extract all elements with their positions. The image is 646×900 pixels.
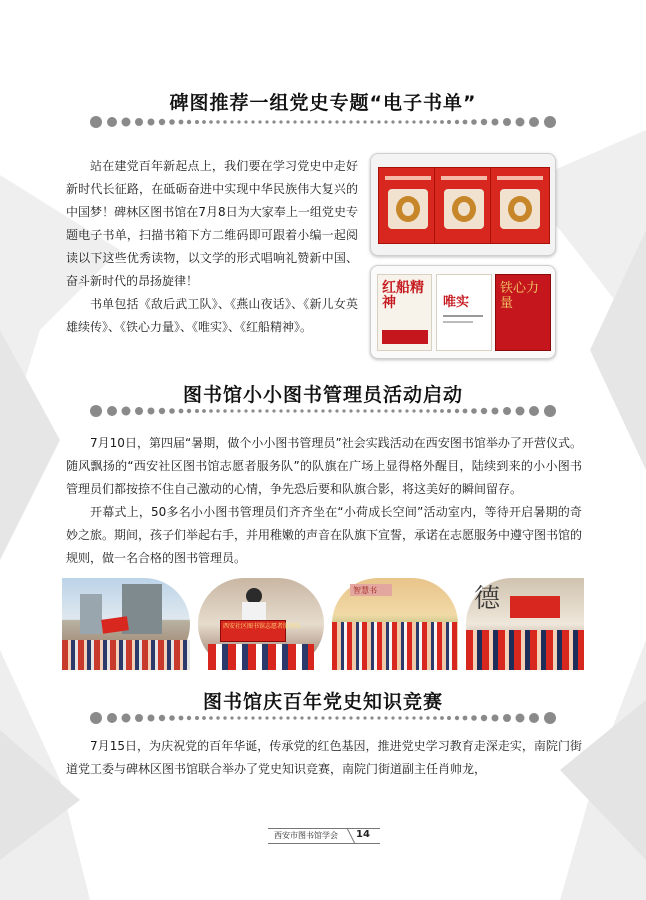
- section-title-party-history-quiz: 图书馆庆百年党史知识竞赛: [202, 691, 443, 713]
- photo-oath-ceremony: [466, 578, 584, 670]
- photo-classroom: [332, 578, 458, 670]
- book-cover: [434, 167, 494, 244]
- book-cover-title: 唯实: [443, 295, 470, 310]
- ebook-covers-image: [370, 153, 556, 256]
- book-cover-title: 铁心力量: [500, 281, 540, 311]
- section-2-text: [66, 432, 582, 570]
- book-covers-image: [370, 265, 556, 359]
- section-title-little-librarians: 图书馆小小图书管理员活动启动: [182, 384, 463, 406]
- paragraph: 书单包括《敌后武工队》、《燕山夜话》、《新儿女英雄续传》、《铁心力量》、《唯实》、《红船精神》。: [66, 297, 358, 334]
- paragraph: 7月15日，为庆祝党的百年华诞，传承党的红色基因，推进党史学习教育走深走实，南院门街道党工委与碑林区图书馆联合举办了党史知识竞赛，南院门街道副主任肖帅龙，: [66, 739, 582, 776]
- dotted-divider: [88, 114, 558, 130]
- paragraph: 7月10日，第四届“暑期，做个小小图书管理员”社会实践活动在西安图书馆举办了开营仪式。随风飘扬的“西安社区图书馆志愿者服务队”的队旗在广场上显得格外醒目，陆续到来的小小图书管理员们都按捺不住自己激动的心情，争先恐后要和队旗合影，将这美好的瞬间留存。: [66, 436, 582, 496]
- dotted-divider: [88, 403, 558, 419]
- activity-photo-strip: [62, 578, 584, 670]
- book-cover-iron-heart: [495, 274, 551, 351]
- book-cover-weishi: [436, 274, 492, 351]
- book-cover-red-boat: [377, 274, 432, 351]
- classroom-sign-text: 智慧书: [353, 586, 377, 595]
- book-cover-title: 红船精神: [382, 280, 424, 311]
- photo-banner-presentation: [198, 578, 324, 670]
- section-3-text: [66, 735, 582, 781]
- paragraph: 开幕式上，50多名小小图书管理员们齐齐坐在“小荷成长空间”活动室内，等待开启暑期的奇妙之旅。期间，孩子们举起右手，并用稚嫩的声音在队旗下宣誓，承诺在志愿服务中遵守图书馆的规则，做一名合格的图书管理员。: [66, 505, 583, 565]
- photo-flag-ceremony: [62, 578, 190, 670]
- section-title-ebook-list: 碑图推荐一组党史专题“电子书单”: [169, 92, 477, 114]
- section-1-text: [66, 155, 358, 339]
- page-number: 14: [356, 829, 370, 840]
- footer-slash-divider: [346, 828, 356, 844]
- paragraph: 站在建党百年新起点上，我们要在学习党史中走好新时代长征路，在砥砺奋进中实现中华民族伟大复兴的中国梦！碑林区图书馆在7月8日为大家奉上一组党史专题电子书单，扫描书箱下方二维码即可跟着小编一起阅读以下这些优秀读物，以文学的形式唱响礼赞新中国、奋斗新时代的昂扬旋律！: [66, 159, 358, 288]
- dotted-divider: [88, 710, 558, 726]
- footer-publisher: 西安市图书馆学会: [268, 828, 380, 844]
- wall-character: 德: [474, 584, 501, 614]
- book-cover: [490, 167, 550, 244]
- book-cover: [378, 167, 438, 244]
- banner-text: 西安社区图书馆志愿者服务队: [223, 623, 302, 630]
